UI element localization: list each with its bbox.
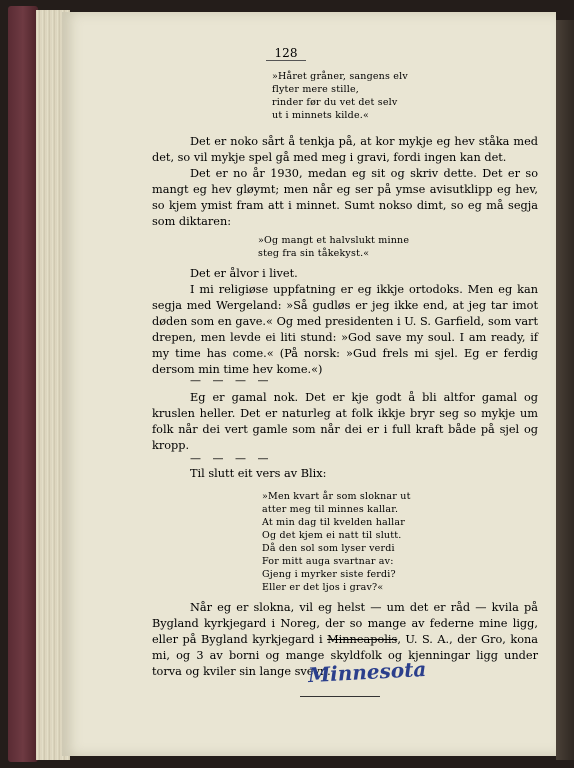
paragraph-7-text: Når eg er slokna, vil eg helst — um det er råd — kvila på Bygland kyrkjegard i Noreg, der so mange av federne mine ligg, eller på Bygland kyrkjegard i Minneapolis, U. S. A., der Gro, kona mi, og 3 av borni og mange skyldfolk og kjenningar ligg under torva og kviler sin lange svevn. — [152, 601, 539, 678]
poem1-line: rinder før du vet det selv — [272, 97, 398, 108]
poem3-line: At min dag til kvelden hallar — [262, 517, 405, 528]
poem-quote-2 — [258, 234, 409, 260]
book-cover-left — [8, 6, 38, 762]
end-rule — [300, 696, 380, 697]
paragraph-6-text: Til slutt eit vers av Blix: — [190, 467, 327, 480]
paragraph-1 — [152, 134, 538, 166]
poem1-line: flyter mere stille, — [272, 84, 359, 95]
struck-word: Minneapolis — [327, 633, 398, 646]
paragraph-4-text: I mi religiøse uppfatning er eg ikkje ortodoks. Men eg kan segja med Wergeland: »Så gudløs er jeg ikke end, at jeg tar imot døden som en gave.« Og med presidenten i U. S. Garfield, som vart drepen, men levde ei liti stund: »God save my soul. I am ready, if my time has come.« (På norsk: »Gud frels mi sjel. Eg er ferdig dersom min time hev kome.«) — [152, 283, 538, 376]
poem-quote-3-blix — [262, 490, 411, 594]
paragraph-3-text: Det er ålvor i livet. — [190, 267, 298, 280]
poem3-line: Gjeng i myrker siste ferdi? — [262, 569, 396, 580]
paragraph-5 — [152, 390, 538, 454]
section-dashes-1: — — — — — [190, 374, 273, 387]
poem-quote-1 — [272, 70, 408, 122]
poem3-line: atter meg til minnes kallar. — [262, 504, 399, 515]
poem1-line: »Håret gråner, sangens elv — [272, 71, 408, 82]
poem3-line: Eller er det ljos i grav?« — [262, 582, 384, 593]
paragraph-2-text: Det er no år 1930, medan eg sit og skriv dette. Det er so mangt eg hev gløymt; men når eg ser på ymse avisutklipp eg hev, so kjem ymist fram att i minnet. Sumt nokso dimt, so eg må segja som diktaren: — [152, 167, 538, 228]
poem1-line: ut i minnets kilde.« — [272, 110, 370, 121]
book-cover-right — [556, 20, 574, 760]
page-number: 128 — [266, 46, 306, 61]
poem3-line: For mitt auga svartnar av: — [262, 556, 394, 567]
section-dashes-2: — — — — — [190, 452, 273, 465]
paragraph-3 — [152, 266, 538, 282]
paragraph-6 — [152, 466, 538, 482]
paragraph-4 — [152, 282, 538, 378]
poem3-line: »Men kvart år som sloknar ut — [262, 491, 411, 502]
poem3-line: Og det kjem ei natt til slutt. — [262, 530, 402, 541]
poem3-line: Då den sol som lyser verdi — [262, 543, 395, 554]
handwritten-correction: Minnesota — [307, 656, 427, 688]
poem2-line: steg fra sin tåkekyst.« — [258, 248, 370, 259]
poem2-line: »Og mangt et halvslukt minne — [258, 235, 410, 246]
paragraph-5-text: Eg er gamal nok. Det er kje godt å bli altfor gamal og kruslen heller. Det er naturleg at folk ikkje bryr seg so mykje um folk når dei vert gamle som når dei er i full kraft både på sjel og kropp. — [152, 391, 538, 452]
paragraph-1-text: Det er noko sårt å tenkja på, at kor mykje eg hev ståka med det, so vil mykje spel gå med meg i gravi, fordi ingen kan det. — [152, 135, 538, 164]
paragraph-2 — [152, 166, 538, 230]
